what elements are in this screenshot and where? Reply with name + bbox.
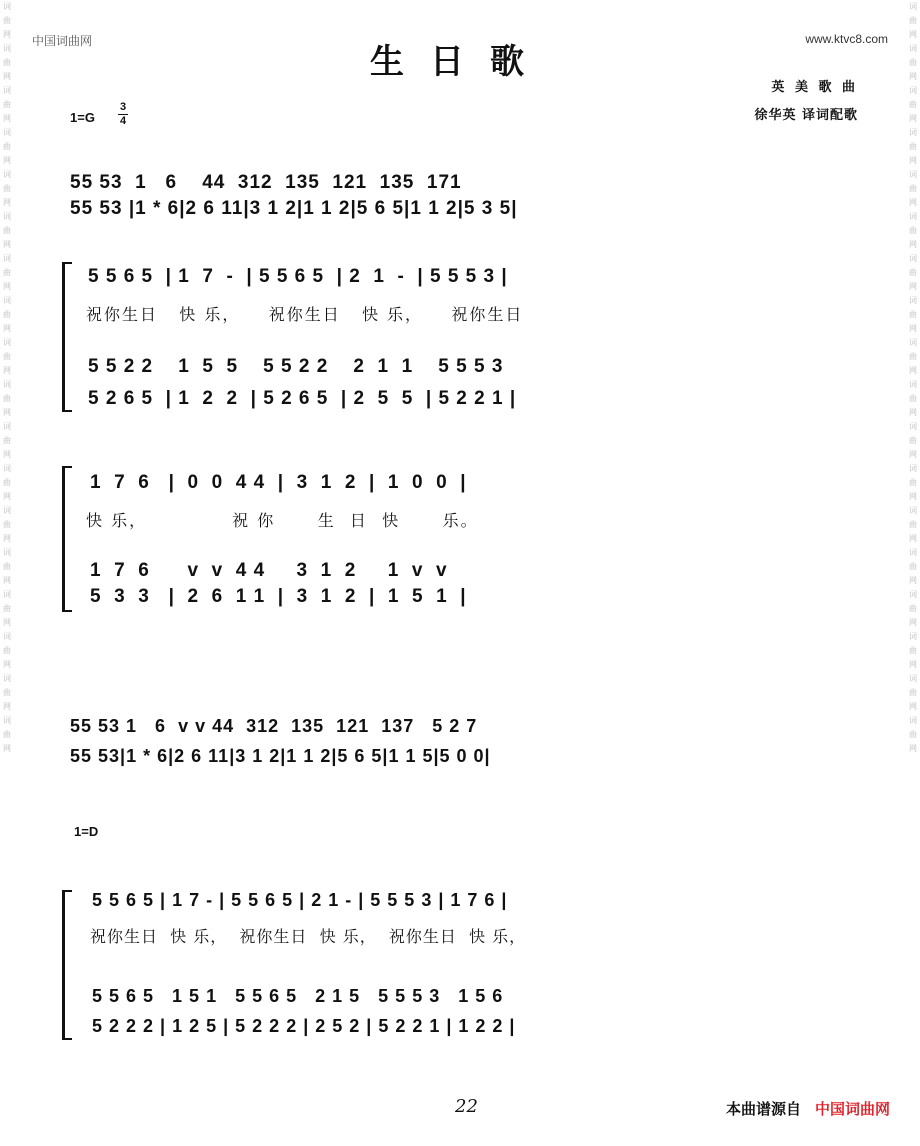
system1-upper-voice: 55 53 1 6 44 312 135 121 135 171 [70, 172, 462, 193]
site-url-top-right: www.ktvc8.com [805, 32, 888, 46]
system5-lower-voice: 5 2 2 2 | 1 2 5 | 5 2 2 2 | 2 5 2 | 5 2 2 1 | 1 2 2 | [92, 1016, 516, 1036]
system5-lyric: 祝你生日 快 乐， 祝你生日 快 乐， 祝你生日 快 乐， [90, 927, 527, 946]
time-signature [118, 102, 128, 127]
system1-lower-voice: 55 53 |1 * 6|2 6 11|3 1 2|1 1 2|5 6 5|1 1 2|5 3 5| [70, 198, 518, 219]
time-signature-top: 3 [119, 101, 127, 113]
system5-bracket [62, 890, 65, 1040]
site-name-top-left: 中国词曲网 [32, 34, 93, 48]
side-watermark-left: 词曲网词曲网词曲网词曲网词曲网词曲网词曲网词曲网词曲网词曲网词曲网词曲网词曲网词曲网词曲网词曲网词曲网词曲网 [3, 2, 11, 753]
system3-upper-voice: 1 7 6 v v 4 4 3 1 2 1 v v [90, 560, 448, 581]
side-watermark-right: 词曲网词曲网词曲网词曲网词曲网词曲网词曲网词曲网词曲网词曲网词曲网词曲网词曲网词曲网词曲网词曲网词曲网词曲网 [909, 2, 917, 753]
system2-lower-voice: 5 2 6 5 | 1 2 2 | 5 2 6 5 | 2 5 5 | 5 2 2 1 | [88, 388, 517, 409]
system3-lower-voice: 5 3 3 | 2 6 1 1 | 3 1 2 | 1 5 1 | [90, 586, 467, 607]
composer-credit: 英 美 歌 曲 [771, 80, 858, 95]
song-title: 生日歌 [370, 42, 550, 82]
system4-upper-voice: 55 53 1 6 v v 44 312 135 121 137 5 2 7 [70, 716, 478, 736]
system2-upper-voice: 5 5 2 2 1 5 5 5 5 2 2 2 1 1 5 5 5 3 [88, 356, 504, 377]
page-number: 22 [455, 1096, 478, 1117]
source-credit [726, 1098, 890, 1119]
lyricist-credit: 徐华英 译词配歌 [754, 108, 858, 123]
system5-melody: 5 5 6 5 | 1 7 - | 5 5 6 5 | 2 1 - | 5 5 5 3 | 1 7 6 | [92, 890, 508, 910]
system3-lyric: 快 乐， 祝 你 生 日 快 乐。 [86, 511, 479, 530]
system3-melody: 1 7 6 | 0 0 4 4 | 3 1 2 | 1 0 0 | [90, 472, 467, 493]
system2-lyric: 祝你生日 快 乐， 祝你生日 快 乐， 祝你生日 [86, 305, 524, 324]
key-signature-g: 1=G [70, 110, 95, 125]
key-signature-d: 1=D [74, 824, 99, 839]
source-brand: 中国词曲网 [814, 1100, 890, 1118]
system4-lower-voice: 55 53|1 * 6|2 6 11|3 1 2|1 1 2|5 6 5|1 1 5|5 0 0| [70, 746, 491, 766]
system5-upper-voice: 5 5 6 5 1 5 1 5 5 6 5 2 1 5 5 5 5 3 1 5 6 [92, 986, 504, 1006]
system2-melody: 5 5 6 5 | 1 7 - | 5 5 6 5 | 2 1 - | 5 5 5 3 | [88, 266, 508, 287]
time-signature-bottom: 4 [119, 115, 127, 127]
system2-bracket [62, 262, 65, 412]
source-prefix: 本曲谱源自 [725, 1100, 801, 1118]
system3-bracket [62, 466, 65, 612]
